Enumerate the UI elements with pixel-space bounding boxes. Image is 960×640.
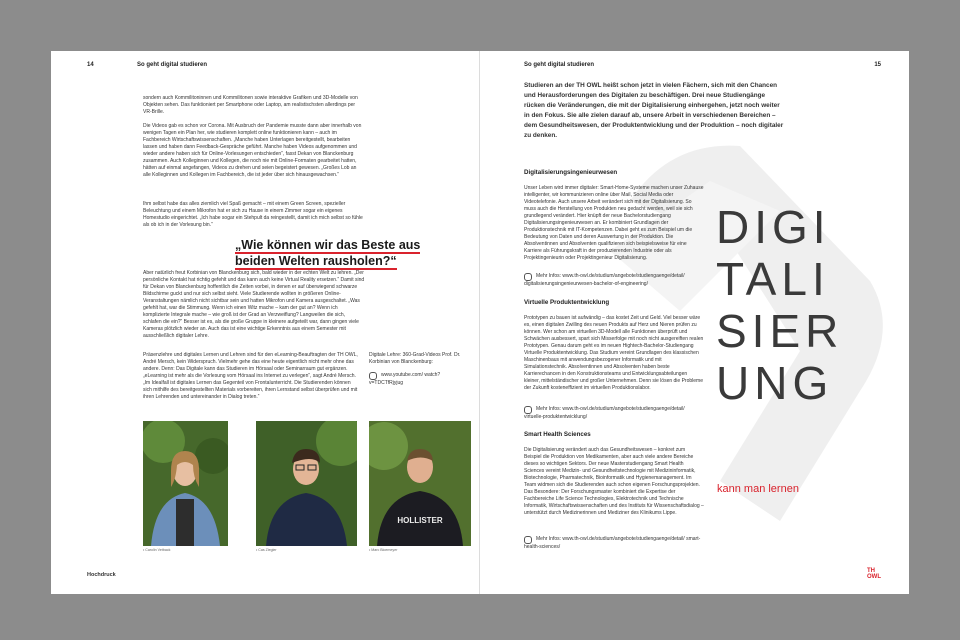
logo-line: OWL xyxy=(867,574,881,580)
section-heading: Smart Health Sciences xyxy=(524,431,591,438)
photo-caption: • Carolin Vetback xyxy=(143,548,171,552)
body-paragraph: Aber natürlich freut Korbinian von Blanckenburg sich, bald wieder in der echten Welt zu lehren. „Der persönliche Kontakt hat richtig gefehlt und das kann auch keine Virtual Reality ersetzen.“ Damit sind für Dekan von Blanckenburg hoffentlich die Zeiten vorbei, in denen er auf überwiegend schwarze Bildschirme guckt und nur sich selbst sieht. Viele Studierende wollten in größeren Online-Veranstaltungen nämlich nicht sichtbar sein und hatten Mikrofon und Kamera ausgeschaltet. „Was gefehlt hat, war die Stimmung. Wenn ich einen Witz mache – kam der gut an? Wenn ich komplizierte Integrale mache – wie groß ist der Grad an Verzweiflung? Langweilen die sich, schlafen die ein?“ Besser ist es, als die große Gruppe in kleinere aufgeteilt war, dann gingen viele Kameras plötzlich wieder an. Auch das ist eine wichtige Erkenntnis aus einem Semester mit ausschließlich digitaler Lehre. xyxy=(143,270,365,339)
more-info-link-text[interactable]: Mehr Infos: www.th-owl.de/studium/angebote/studiengaenge/detail/ virtuelle-produktentwicklung/ xyxy=(524,406,685,420)
section-heading: Virtuelle Produktentwicklung xyxy=(524,299,610,306)
page-number-left: 14 xyxy=(87,62,94,68)
intro-paragraph: Studieren an der TH OWL heißt schon jetzt in vielen Fächern, sich mit den Chancen und Herausforderungen des Digitalen zu beschäftigen. Drei neue Studiengänge rücken die Veränderungen, die mit der Digitalisierung einhergehen, jetzt noch weiter in den Fokus. Sie alle zielen darauf ab, unsere Arbeit in verschiedenen Bereichen – dem Gesundheitswesen, der Produktentwicklung und der Produktion – noch digitaler zu denken. xyxy=(524,82,784,139)
photo-caption: • Marc Bloemeyer xyxy=(369,548,398,552)
section-text: Unser Leben wird immer digitaler: Smart-Home-Systeme machen unser Zuhause intelligenter, wir kommunizieren online über Mail, Social Media oder Videotelefonie. Auch unsere Arbeit verändert sich mit der Digitalisierung. So muss auch die Herstellung von Produkten neu gedacht werden, weil sie sich grundlegend verändert. Hier knüpft der neue Bachelorstudiengang Digitalisierungsingenieurwesen an. Er kombiniert Grundlagen der Produktionstechnik mit IT-Kompetenzen. Dabei geht es zum Beispiel um die Bedeutung von Daten und deren Auswertung in der Produktion. Die Absolventinnen und Absolventen qualifizieren sich beispielsweise für eine Karriere als Führungskraft in der produzierenden Industrie oder als Projektingenieurin oder Projektingenieur Digitalisierung. xyxy=(524,185,704,261)
body-paragraph: Ihm selbst habe das alles ziemlich viel Spaß gemacht – mit einem Green Screen, spezieller Beleuchtung und einem Mikrofon hat er sich zu Hause in einem Zimmer sogar ein eigenes Homestudio eingerichtet. „Ich habe sogar ein Stehpult da reingestellt, damit ich mich selbst so fühle als ob ich in der Vorlesung bin.“ xyxy=(143,201,363,228)
display-headline-line: UNG xyxy=(716,357,834,409)
more-info-link[interactable] xyxy=(524,273,704,288)
display-headline-line: TALI xyxy=(716,253,830,305)
more-info-link-text[interactable]: Mehr Infos: www.th-owl.de/studium/angebote/studiengaenge/detail/ digitalisierungsingenieurwesen-bachelor-of-engineering/ xyxy=(524,273,685,287)
link-icon xyxy=(524,406,532,414)
footer-label: Hochdruck xyxy=(87,572,116,578)
th-owl-logo xyxy=(867,568,881,580)
video-link-text[interactable]: www.youtube.com/ watch?v=TDCTfRjyjug xyxy=(369,372,441,386)
sidebar-note: Digitale Lehre: 360-Grad-Videos Prof. Dr. Korbinian von Blanckenburg: xyxy=(369,352,461,365)
left-page xyxy=(51,51,480,594)
running-header-left: So geht digital studieren xyxy=(137,62,208,68)
portrait-image xyxy=(256,421,357,546)
section-text: Die Digitalisierung verändert auch das Gesundheitswesen – konkret zum Beispiel die Produktion von Medikamenten, aber auch viele andere Bereiche dieses so wichtigen Sektors. Der neue Masterstudiengang Smart Health Sciences vereint Medizin- und Gesundheitstechnologie mit Medizininformatik, Biotechnologie, Pharmatechnik, Bioinformatik und Hygienemanagement. Im Team widmen sich die Studierenden auch schon eigenen Forschungsprojekten. Das Besondere: Der Forschungsmaster kombiniert die Expertise der Fachbereiche Life Science Technologies, Elektrotechnik und Technische Informatik, Wirtschaftswissenschaften und des Instituts für Wissenschaftsdialog – unterstützt durch Medizinerinnen und Mediziner des Klinikums Lippe. xyxy=(524,447,704,516)
body-paragraph: sondern auch Kommilitoninnen und Kommilitonen sowie interaktive Grafiken und 3D-Modelle von Objekten sehen. Das funktioniert per Smartphone oder Laptop, am realistischsten allerdings per VR-Brille. xyxy=(143,95,358,115)
portrait-image xyxy=(369,421,471,546)
portrait-photo xyxy=(143,421,228,546)
pull-quote-line-1: „Wie können wir das Beste aus xyxy=(235,238,421,252)
page-number-right: 15 xyxy=(874,62,881,68)
link-icon xyxy=(524,273,532,281)
running-header-right: So geht digital studieren xyxy=(524,62,595,68)
display-headline xyxy=(716,201,843,409)
more-info-link-text[interactable]: Mehr Infos: www.th-owl.de/studium/angebote/studiengaenge/detail/ smart-health-sciences/ xyxy=(524,536,701,550)
body-paragraph: Die Videos gab es schon vor Corona. Mit Ausbruch der Pandemie musste dann aber innerhalb von wenigen Tagen ein Plan her, wie studieren komplett online funktionieren kann – auch im Fachbereich Wirtschaftswissenschaften. „Manche haben Unterlagen bereitgestellt, bearbeiten lassen und haben dann Feedback-Gespräche geführt. Manche haben Videos aufgenommen und wieder andere haben sich für Online-Vorlesungen entschieden“, fasst Dekan von Blanckenburg zusammen. Auch Kolleginnen und Kollegen, die noch nie mit Online-Formaten gearbeitet hatten, hätten auf einmal angefangen, Videos zu drehen und seien begeistert gewesen. „Großes Lob an alle Kolleginnen und Kollegen im Fachbereich, die ist jeder über sich hinausgewachsen.“ xyxy=(143,123,362,178)
logo-line: TH xyxy=(867,568,875,574)
display-headline-line: DIGI xyxy=(716,201,831,253)
display-headline-line: SIER xyxy=(716,305,844,357)
shirt-print: HOLLISTER xyxy=(397,516,443,525)
body-paragraph: Präsenzlehre und digitales Lernen und Lehren sind für den eLearning-Beauftragten der TH OWL, André Mersch, kein Widerspruch. Vielmehr gehe das eine heute eigentlich nicht mehr ohne das andere. Denn: Das Digitale kann das Studieren im Hörsaal oder Seminarraum gut ergänzen. „eLearning ist mehr als die Vorlesung vom Hörsaal ins Internet zu verlegen“, sagt André Mersch. „Im Idealfall ist digitales Lernen das Gegenteil von Frontalunterricht. Die Studierenden können sich mithilfe des bereitgestellten Materials vorbereiten, ihren Lernstand selbst überprüfen und mit ihren Lehrenden und untereinander in Dialog treten.“ xyxy=(143,352,358,400)
more-info-link[interactable] xyxy=(524,406,704,421)
pull-quote xyxy=(235,237,425,269)
more-info-link[interactable] xyxy=(524,536,704,551)
portrait-photo xyxy=(369,421,471,546)
pull-quote-line-2: beiden Welten rausholen?“ xyxy=(235,254,397,268)
photo-caption: • Cas Ziegler xyxy=(256,548,277,552)
section-text: Prototypen zu bauen ist aufwändig – das kostet Zeit und Geld. Viel besser wäre es, einen digitalen Zwilling des neuen Produkts auf Herz und Nieren prüfen zu können. Wer schon am virtuellen 3D-Modell alle Funktionen überprüft und Schwächen ausbessert, spart sich Misserfolge mit noch nicht ausgereiften realen Prototypen. Genau darum geht es im neuen Hightech-Bachelor-Studiengang Virtuelle Produktentwicklung. Das Studium vereint Grundlagen des klassischen Maschinenbaus mit anwendungsbezogener Informatik und mit Simulationstechnik. Absolventinnen und Absolventen haben beste Karrierechancen in den Konstruktionsteams und Entwicklungsabteilungen kleiner, mittelständischer und großer Unternehmen. Denn sie lösen die Probleme der Zukunft kosteneffizient im virtuellen Produktionslabor. xyxy=(524,315,704,391)
portrait-image xyxy=(143,421,228,546)
section-heading: Digitalisierungsingenieurwesen xyxy=(524,169,618,176)
video-link[interactable] xyxy=(369,372,469,387)
link-icon xyxy=(524,536,532,544)
link-icon xyxy=(369,372,377,380)
tagline: kann man lernen xyxy=(717,483,799,495)
portrait-photo xyxy=(256,421,357,546)
right-page xyxy=(480,51,909,594)
